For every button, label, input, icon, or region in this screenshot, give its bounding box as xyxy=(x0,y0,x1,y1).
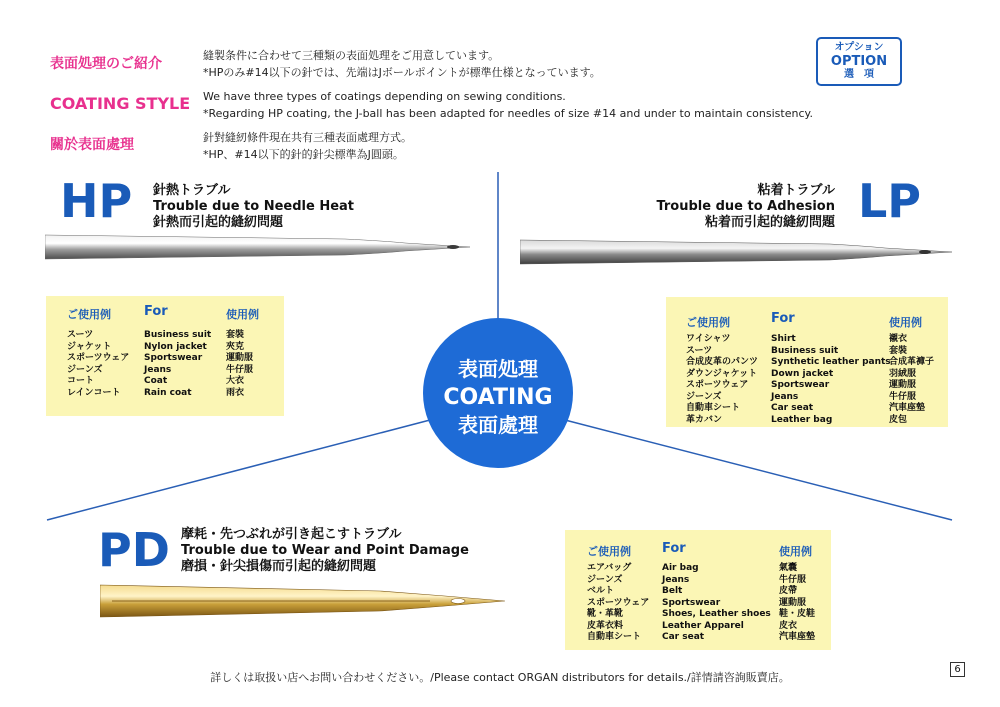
pd-title xyxy=(181,527,469,575)
list-item: 合成皮革のパンツ xyxy=(686,357,759,367)
intro-text-tw xyxy=(203,129,412,163)
hp-title-tw: 針熱而引起的縫紉問題 xyxy=(153,215,284,230)
list-item: 運動服 xyxy=(779,597,807,608)
list-item: Jeans xyxy=(771,391,799,402)
intro-text-tw-line2: *HP、#14以下的針的針尖標準為J圓頭。 xyxy=(203,148,404,161)
intro-label-tw: 關於表面處理 xyxy=(50,137,134,153)
hp-col-jp xyxy=(67,330,129,399)
hp-code: HP xyxy=(60,174,133,228)
option-badge-tw: 選 項 xyxy=(844,69,874,80)
list-item: Sportswear xyxy=(771,380,830,390)
list-item: Business suit xyxy=(144,330,212,340)
list-item: レインコート xyxy=(67,387,121,398)
page-number: 6 xyxy=(950,662,965,677)
list-item: 革カバン xyxy=(686,414,723,425)
list-item: Car seat xyxy=(662,632,705,642)
lp-col-jp xyxy=(686,334,758,426)
list-item: Leather bag xyxy=(771,414,833,425)
lp-code: LP xyxy=(858,174,922,228)
list-item: 運動服 xyxy=(226,353,254,363)
list-item: 牛仔服 xyxy=(889,391,917,402)
intro-text-jp-line2: *HPのみ#14以下の針では、先端はJボールポイントが標準仕様となっています。 xyxy=(203,66,601,79)
lp-title xyxy=(620,183,835,231)
intro-text-jp-line1: 縫製条件に合わせて三種類の表面処理をご用意しています。 xyxy=(203,49,500,62)
center-line-tw: 表面處理 xyxy=(458,413,538,437)
list-item: Car seat xyxy=(771,403,814,413)
list-item: 自動車シート xyxy=(587,632,642,642)
hp-head-en: For xyxy=(144,304,168,319)
list-item: 套裝 xyxy=(226,330,245,340)
list-item: Nylon jacket xyxy=(144,341,207,352)
intro-text-tw-line1: 針對縫紉條件現在共有三種表面處理方式。 xyxy=(203,131,412,144)
list-item: ジーンズ xyxy=(67,364,103,375)
list-item: ダウンジャケット xyxy=(686,368,758,379)
pd-col-en xyxy=(662,563,771,644)
hp-head-tw: 使用例 xyxy=(226,308,259,321)
hp-title-jp: 針熱トラブル xyxy=(153,183,231,198)
list-item: 牛仔服 xyxy=(226,364,254,375)
list-item: 皮革衣料 xyxy=(587,620,624,631)
lp-head-tw: 使用例 xyxy=(889,316,922,329)
pd-head-jp: ご使用例 xyxy=(587,545,631,558)
list-item: ワイシャツ xyxy=(686,334,731,344)
list-item: ジーンズ xyxy=(686,391,722,402)
option-badge-en: OPTION xyxy=(830,54,888,69)
list-item: エアバッグ xyxy=(587,563,632,573)
list-item: スポーツウェア xyxy=(587,597,650,608)
lp-col-en xyxy=(771,334,891,426)
pd-code: PD xyxy=(98,523,170,577)
list-item: 氣囊 xyxy=(779,563,798,573)
list-item: 牛仔服 xyxy=(779,574,807,585)
list-item: Belt xyxy=(662,586,683,596)
list-item: Sportswear xyxy=(662,597,721,608)
list-item: Business suit xyxy=(771,345,839,356)
list-item: スポーツウェア xyxy=(67,353,130,363)
hp-usage-panel xyxy=(46,296,284,416)
option-badge-jp: オプション xyxy=(834,42,884,53)
hp-needle-image xyxy=(45,231,475,263)
pd-title-tw: 磨損・針尖損傷而引起的縫紉問題 xyxy=(181,559,377,574)
intro-text-en-line2: *Regarding HP coating, the J-ball has been adapted for needles of size #14 and under to maintain consistency. xyxy=(203,107,813,120)
list-item: 皮衣 xyxy=(779,620,798,631)
lp-usage-panel xyxy=(666,297,948,427)
list-item: ベルト xyxy=(587,586,615,596)
list-item: 大衣 xyxy=(226,376,245,386)
intro-text-jp xyxy=(203,47,601,81)
lp-head-en: For xyxy=(771,311,795,326)
list-item: スーツ xyxy=(67,330,94,340)
list-item: 夾克 xyxy=(226,341,245,352)
list-item: Shoes, Leather shoes xyxy=(662,609,771,619)
lp-title-jp: 粘着トラブル xyxy=(757,183,835,198)
list-item: 羽絨服 xyxy=(889,368,917,379)
list-item: 汽車座墊 xyxy=(889,403,926,413)
coating-center-circle xyxy=(423,318,573,468)
lp-needle-image xyxy=(520,236,955,268)
center-line-en: COATING xyxy=(443,385,553,410)
list-item: スーツ xyxy=(686,345,713,356)
pd-head-en: For xyxy=(662,541,686,556)
lp-title-en: Trouble due to Adhesion xyxy=(656,199,835,214)
intro-label-en: COATING STYLE xyxy=(50,94,191,113)
footer-contact: 詳しくは取扱い店へお問い合わせください。/Please contact ORGAN distributors for details./詳情請咨詢販賣店。 xyxy=(210,671,790,684)
pd-title-jp: 摩耗・先つぶれが引き起こすトラブル xyxy=(181,527,402,542)
list-item: Rain coat xyxy=(144,387,192,398)
list-item: Coat xyxy=(144,376,168,386)
lp-title-tw: 粘着而引起的縫紉問題 xyxy=(704,215,835,230)
list-item: Shirt xyxy=(771,334,796,344)
option-badge xyxy=(816,37,902,86)
pd-needle-image xyxy=(100,581,510,621)
pd-col-jp xyxy=(587,563,649,644)
list-item: 皮帶 xyxy=(779,586,798,596)
list-item: 套裝 xyxy=(889,345,908,356)
hp-col-en xyxy=(144,330,211,399)
pd-col-tw xyxy=(779,563,815,644)
list-item: 汽車座墊 xyxy=(779,632,816,642)
list-item: 運動服 xyxy=(889,380,917,390)
list-item: 鞋・皮鞋 xyxy=(779,609,816,619)
list-item: ジャケット xyxy=(67,341,112,352)
list-item: 皮包 xyxy=(889,414,908,425)
list-item: コート xyxy=(67,376,95,386)
pd-head-tw: 使用例 xyxy=(779,545,812,558)
list-item: Air bag xyxy=(662,563,699,573)
pd-usage-panel xyxy=(565,530,831,650)
list-item: 雨衣 xyxy=(226,387,245,398)
intro-text-en-line1: We have three types of coatings depending on sewing conditions. xyxy=(203,90,566,103)
list-item: Down jacket xyxy=(771,368,834,379)
hp-title-en: Trouble due to Needle Heat xyxy=(153,199,355,214)
intro-label-jp: 表面処理のご紹介 xyxy=(50,56,162,72)
center-line-jp: 表面処理 xyxy=(458,357,538,381)
list-item: 合成革褲子 xyxy=(889,357,935,367)
list-item: スポーツウェア xyxy=(686,380,749,390)
list-item: Sportswear xyxy=(144,353,203,363)
lp-head-jp: ご使用例 xyxy=(686,316,730,329)
hp-head-jp: ご使用例 xyxy=(67,308,111,321)
list-item: Jeans xyxy=(662,574,690,585)
list-item: 靴・革靴 xyxy=(587,609,624,619)
lp-col-tw xyxy=(889,334,934,426)
pd-title-en: Trouble due to Wear and Point Damage xyxy=(181,543,469,558)
list-item: Jeans xyxy=(144,364,172,375)
list-item: 襯衣 xyxy=(889,334,908,344)
hp-col-tw xyxy=(226,330,253,399)
list-item: 自動車シート xyxy=(686,403,741,413)
list-item: Synthetic leather pants xyxy=(771,357,891,367)
intro-text-en xyxy=(203,88,813,122)
hp-title xyxy=(153,183,354,231)
list-item: Leather Apparel xyxy=(662,620,744,631)
list-item: ジーンズ xyxy=(587,574,623,585)
